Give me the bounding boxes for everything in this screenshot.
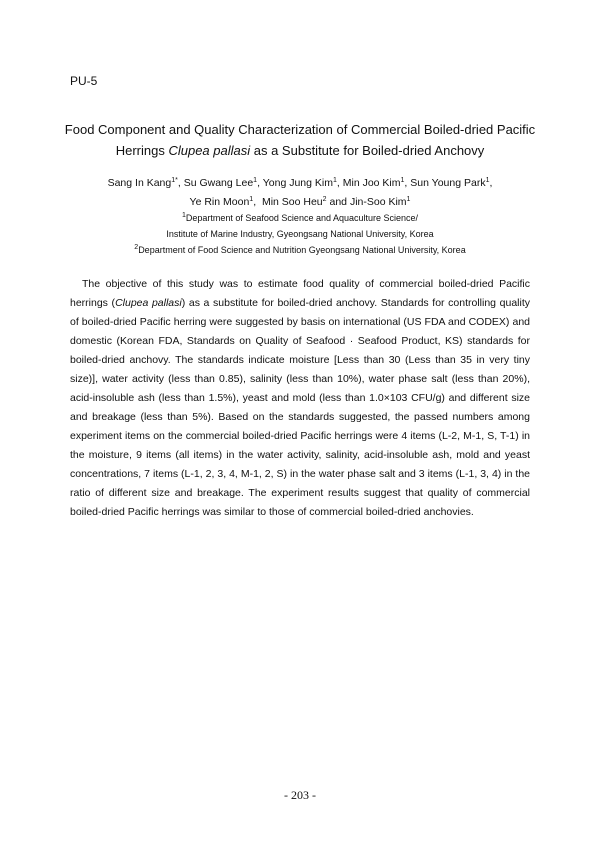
author-name: Min Joo Kim: [342, 177, 401, 189]
affiliation-text: Department of Seafood Science and Aquaculture Science/: [185, 213, 419, 223]
title-species: Clupea pallasi: [168, 143, 251, 158]
author-name: Su Gwang Lee: [183, 177, 254, 189]
author-name: Sun Young Park: [410, 177, 486, 189]
author-list: [100, 174, 500, 212]
affiliation-sup: 1: [181, 212, 186, 219]
author-line-2: Ye Rin Moon$^1$, Min Soo Heu$^2$ and Jin-Soo Kim$^1$: [189, 196, 411, 208]
affiliation-2: [100, 242, 500, 258]
affiliations: [100, 210, 500, 258]
author-and: and: [329, 196, 348, 208]
author-name: Yong Jung Kim: [262, 177, 333, 189]
author-name: Min Soo Heu: [261, 196, 323, 208]
author-sup: 1: [485, 177, 490, 184]
abstract-text-cont: ) as a substitute for boiled-dried anchovy. Standards for controlling quality of boiled-dried Pacific herring were suggested by basis on international (US FDA and CODEX) and domestic (Korean FDA, Standards on Quality of Seafood · Seafood Product, KS) standards for boiled-dried anchovy. The standards indicate moisture [Less than 30 (Less than 35 in very tiny size)], water activity (less than 0.85), salinity (less than 10%), water phase salt (less than 20%), acid-insoluble ash (less than 1.5%), yeast and mold (less than 1.0×103 CFU/g) and different size and breakage (less than 5%). Based on the standards suggested, the passed numbers among experiment items on the commercial boiled-dried Pacific herrings were 4 items (L-2, M-1, S, T-1) in the moisture, 9 items (all items) in the water activity, salinity, acid-insoluble ash, mold and yeast concentrations, 7 items (L-1, 2, 3, 4, M-1, 2, S) in the water phase salt and 3 items (L-1, 3, 4) in the ratio of different size and breakage. The experiment results suggest that quality of commercial boiled-dried Pacific herrings was similar to those of commercial boiled-dried anchovies.: [70, 297, 530, 518]
affiliation-sup: 2: [134, 244, 139, 251]
session-code: PU-5: [70, 74, 98, 88]
author-sup: 1: [332, 177, 337, 184]
affiliation-text: Department of Food Science and Nutrition Gyeongsang National University, Korea: [138, 245, 466, 255]
author-sup: 1: [400, 177, 405, 184]
author-name: Ye Rin Moon: [189, 196, 250, 208]
abstract-species: Clupea pallasi: [115, 297, 182, 309]
author-name: Sang In Kang: [107, 177, 172, 189]
author-sup: 1: [249, 196, 254, 203]
title-pre: Herrings: [115, 143, 169, 158]
author-line-1: Sang In Kang$^{1*}$, Su Gwang Lee$^1$, Yong Jung Kim$^1$, Min Joo Kim$^1$, Sun Young Park$^1$,: [107, 177, 493, 189]
affiliation-1-cont: Institute of Marine Industry, Gyeongsang National University, Korea: [166, 229, 434, 239]
abstract-text: The objective of this study was to estimate food quality of commercial boiled-dried Pacific herrings (: [70, 278, 530, 309]
affiliation-1: [100, 210, 500, 226]
title-line-1: Food Component and Quality Characterization of Commercial Boiled-dried Pacific: [64, 122, 536, 137]
author-sup: 1: [253, 177, 258, 184]
page-number: - 203 -: [284, 788, 316, 802]
title-line-2: [60, 140, 540, 161]
abstract-paragraph: [70, 275, 530, 522]
title-post: as a Substitute for Boiled-dried Anchovy: [250, 143, 485, 158]
author-sup: 1: [406, 196, 411, 203]
author-name: Jin-Soo Kim: [349, 196, 407, 208]
author-sup: 2: [322, 196, 327, 203]
paper-title: [60, 119, 540, 161]
author-sup: 1*: [171, 177, 178, 184]
